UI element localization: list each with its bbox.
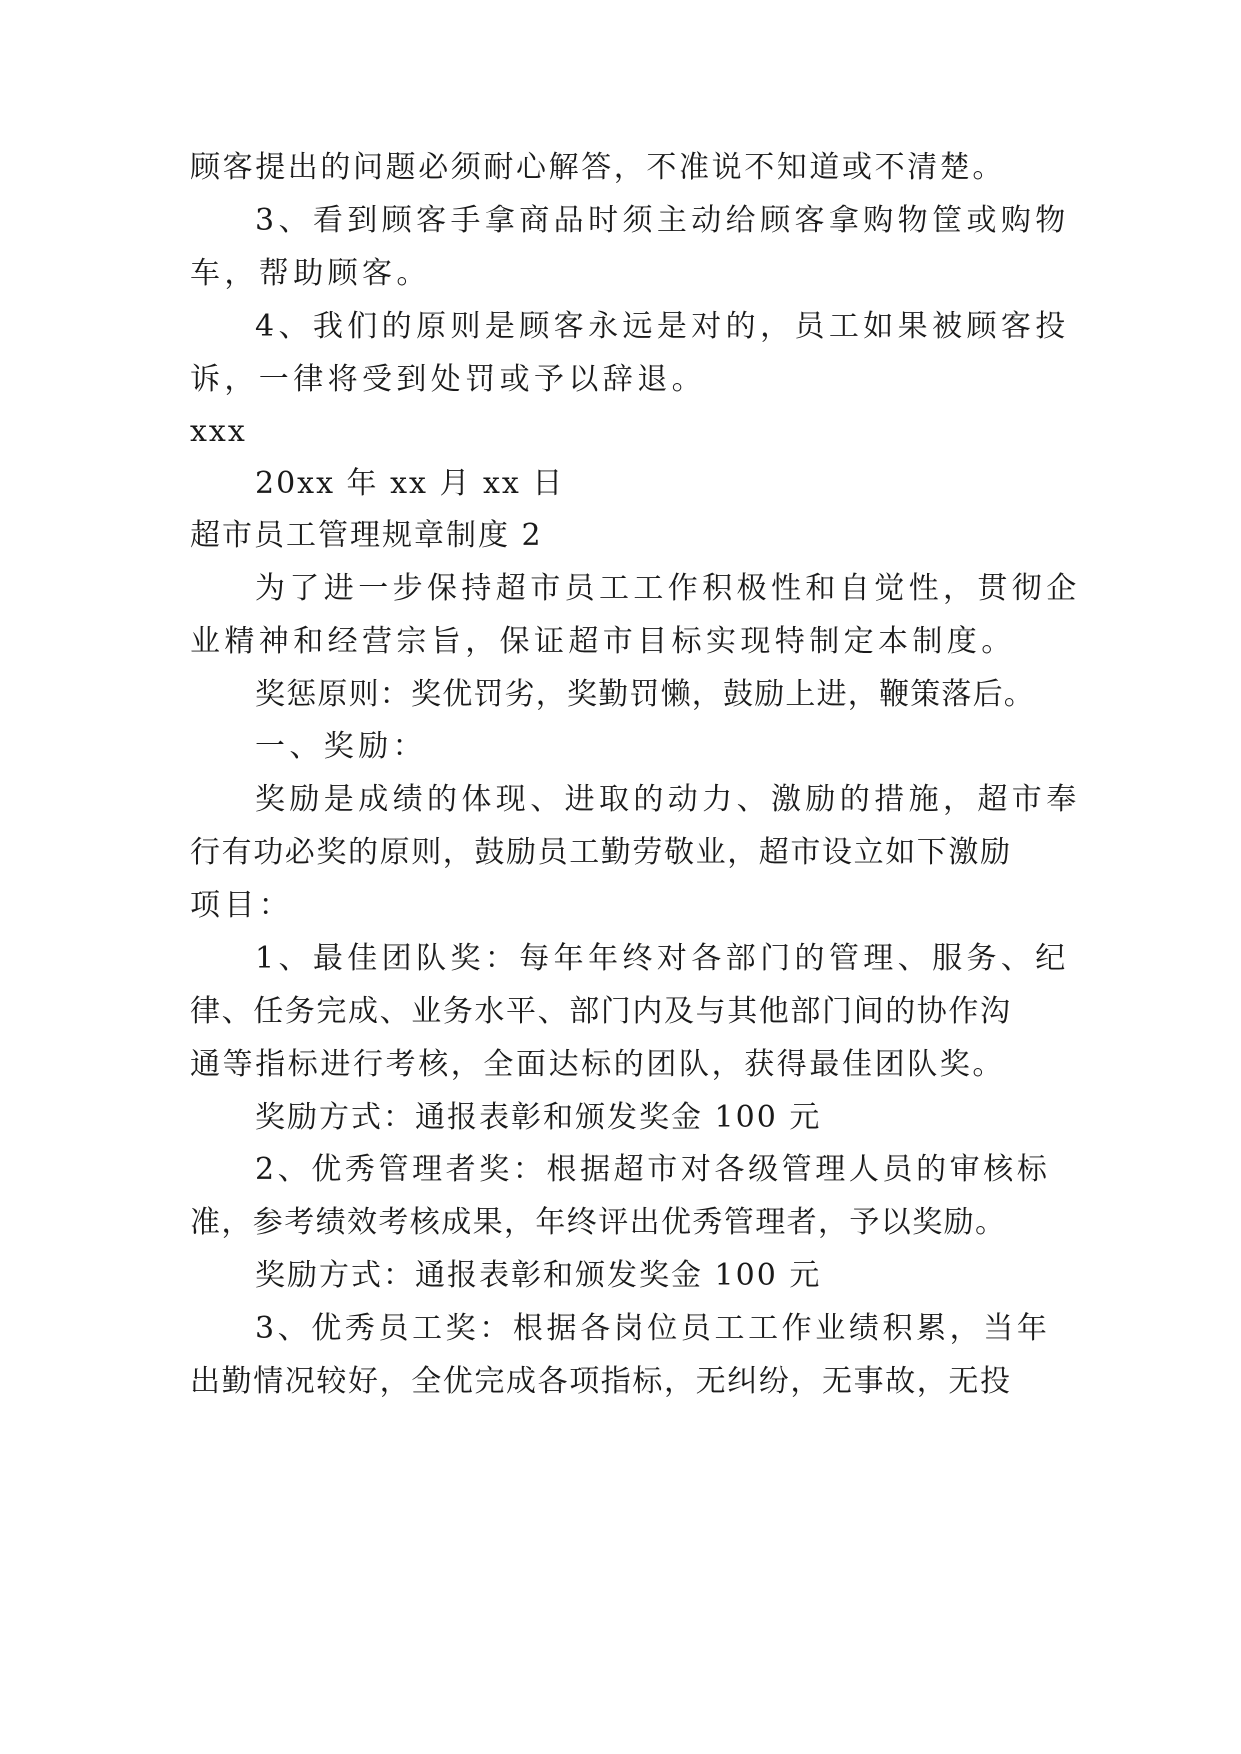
text-line: 为了进一步保持超市员工工作积极性和自觉性，贯彻企 — [255, 571, 1081, 606]
section-title: 超市员工管理规章制度 2 — [190, 518, 543, 553]
text-line: 准，参考绩效考核成果，年终评出优秀管理者，予以奖励。 — [190, 1205, 1007, 1240]
text-line: 通等指标进行考核，全面达标的团队，获得最佳团队奖。 — [190, 1047, 1005, 1082]
text-line: 奖励是成绩的体现、进取的动力、激励的措施，超市奉 — [255, 782, 1081, 817]
text-line: 4、我们的原则是顾客永远是对的，员工如果被顾客投 — [255, 309, 1070, 344]
text-line: 项目： — [190, 888, 294, 923]
text-line: 车，帮助顾客。 — [190, 256, 431, 291]
text-line: 出勤情况较好，全优完成各项指标，无纠纷，无事故，无投 — [190, 1364, 1012, 1399]
signature-name: xxx — [190, 414, 247, 449]
text-line: 2、优秀管理者奖：根据超市对各级管理人员的审核标 — [255, 1152, 1051, 1187]
text-line: 奖惩原则：奖优罚劣，奖勤罚懒，鼓励上进，鞭策落后。 — [255, 677, 1035, 712]
text-line: 奖励方式：通报表彰和颁发奖金 100 元 — [255, 1100, 822, 1135]
text-line: 诉，一律将受到处罚或予以辞退。 — [190, 362, 706, 397]
text-line: 奖励方式：通报表彰和颁发奖金 100 元 — [255, 1258, 822, 1293]
text-line: 1、最佳团队奖：每年年终对各部门的管理、服务、纪 — [255, 941, 1070, 976]
text-line: 行有功必奖的原则，鼓励员工勤劳敬业，超市设立如下激励 — [190, 835, 1012, 870]
text-line: 3、看到顾客手拿商品时须主动给顾客拿购物筐或购物 — [255, 203, 1070, 238]
text-line: 业精神和经营宗旨，保证超市目标实现特制定本制度。 — [190, 624, 1016, 659]
signature-date: 20xx 年 xx 月 xx 日 — [255, 466, 565, 501]
text-line: 律、任务完成、业务水平、部门内及与其他部门间的协作沟 — [190, 994, 1012, 1029]
text-line: 3、优秀员工奖：根据各岗位员工工作业绩积累，当年 — [255, 1311, 1051, 1346]
text-line: 顾客提出的问题必须耐心解答，不准说不知道或不清楚。 — [190, 150, 1005, 185]
section-heading: 一、奖励： — [255, 729, 427, 764]
